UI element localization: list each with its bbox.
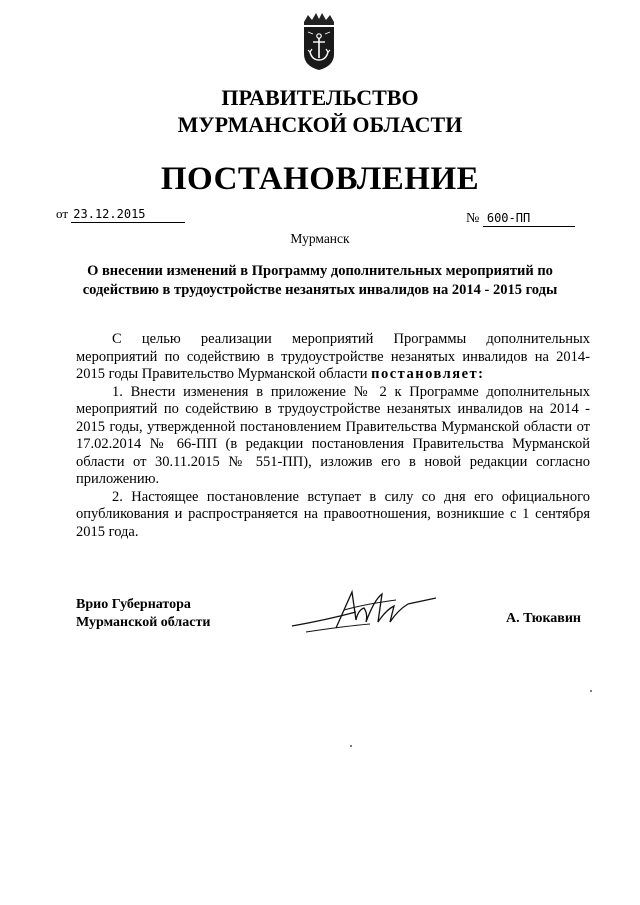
decree-word: постановляет: — [371, 366, 485, 382]
item-2-paragraph: 2. Настоящее постановление вступает в силу со дня его официального опубликования и распространяется на правоотношения, возникшие с 1 сентября 2015 года. — [76, 488, 590, 540]
org-name-line2: МУРМАНСКОЙ ОБЛАСТИ — [177, 112, 463, 137]
intro-paragraph — [76, 331, 590, 384]
signatory-name: А. Тюкавин — [506, 611, 581, 626]
org-name-line1: ПРАВИТЕЛЬСТВО — [221, 85, 419, 110]
subject-line2: содействию в трудоустройстве незанятых инвалидов на 2014 - 2015 годы — [82, 282, 558, 298]
document-date: 23.12.2015 — [71, 207, 185, 223]
signatory-title-line1: Врио Губернатора — [76, 597, 191, 612]
scan-speck — [590, 690, 592, 692]
intro-text: С целью реализации мероприятий Программы дополнительных мероприятий по содействию в трудоустройстве незанятых инвалидов на 2014-2015 годы Правительство Мурманской области — [76, 331, 590, 382]
number-field — [466, 211, 575, 227]
date-field — [56, 206, 185, 223]
number-prefix: № — [466, 211, 480, 226]
item-1-paragraph: 1. Внести изменения в приложение № 2 к Программе дополнительных мероприятий по содействию в трудоустройстве незанятых инвалидов на 2014 - 2015 годы, утвержденной постановлением Правительства Мурманской области от 17.02.2014 № 66-ПП (в редакции постановления Правительства Мурманской области от 30.11.2015 № 551-ПП), изложив его в новой редакции согласно приложению. — [76, 383, 590, 487]
subject-line1: О внесении изменений в Программу дополнительных мероприятий по — [87, 263, 553, 279]
document-subject — [60, 262, 580, 300]
city-name: Мурманск — [290, 231, 350, 246]
document-number: 600-ПП — [483, 211, 575, 227]
handwritten-signature-icon — [286, 580, 446, 640]
document-type-heading: ПОСТАНОВЛЕНИЕ — [160, 161, 480, 197]
date-prefix: от — [56, 206, 69, 221]
scan-speck — [350, 745, 352, 747]
signatory-title — [76, 596, 210, 632]
signatory-title-line2: Мурманской области — [76, 615, 211, 630]
coat-of-arms-icon — [296, 12, 342, 72]
document-body — [76, 331, 590, 541]
organization-name — [0, 84, 640, 138]
